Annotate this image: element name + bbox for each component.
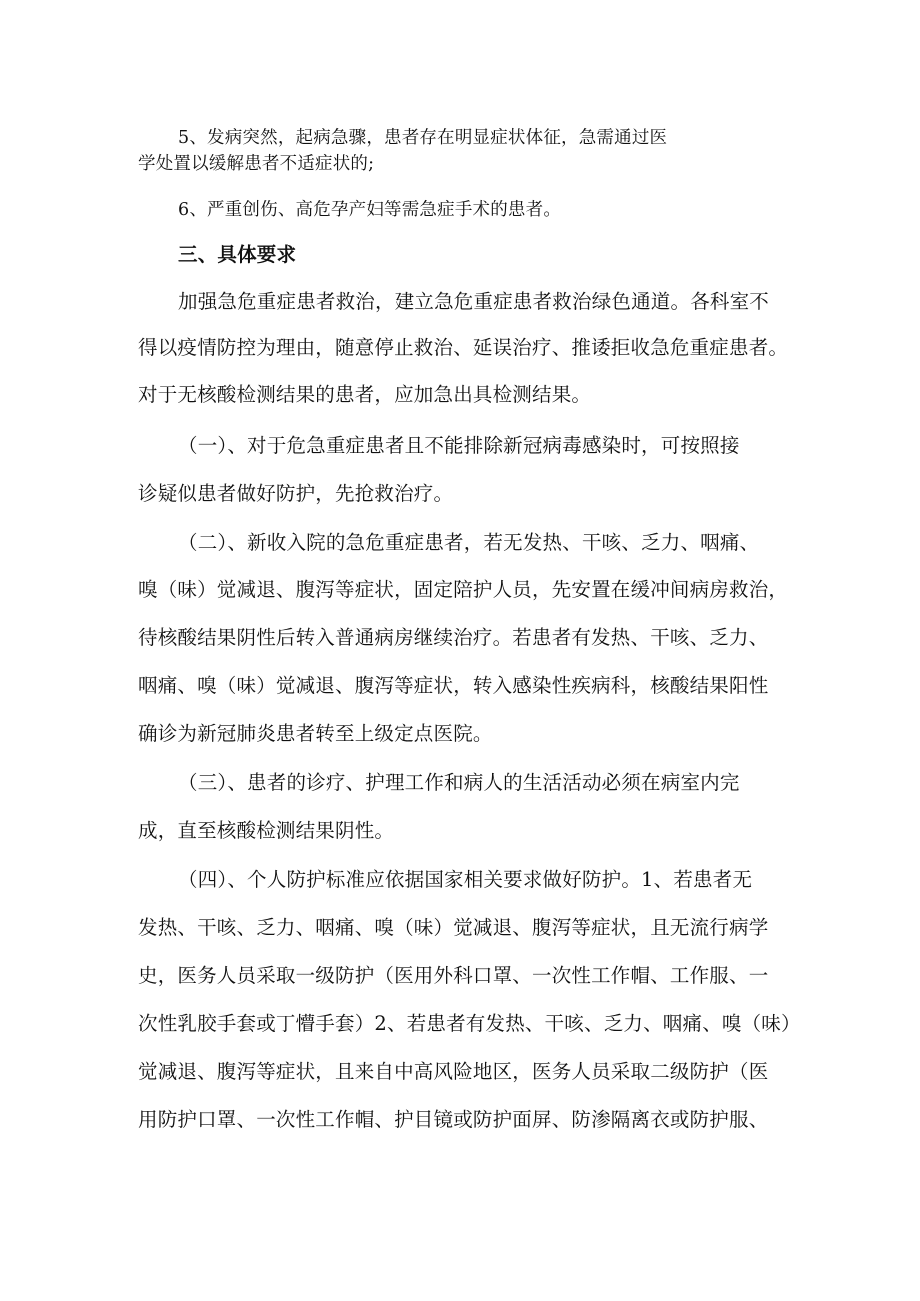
intro-line1: 加强急危重症患者救治，建立急危重症患者救治绿色通道。各科室不 bbox=[178, 290, 770, 313]
point2-line4: 咽痛、嗅（味）觉减退、腹泻等症状，转入感染性疾病科，核酸结果阳性 bbox=[138, 674, 769, 697]
point1-line2: 诊疑似患者做好防护，先抢救治疗。 bbox=[138, 482, 454, 505]
point4-line6: 用防护口罩、一次性工作帽、护目镜或防护面屏、防渗隔离衣或防护服、 bbox=[138, 1108, 769, 1131]
point3-line2: 成，直至核酸检测结果阴性。 bbox=[138, 819, 395, 842]
point4-line5: 觉减退、腹泻等症状，且来自中高风险地区，医务人员采取二级防护（医 bbox=[138, 1060, 769, 1083]
point4-line2: 发热、干咳、乏力、咽痛、嗅（味）觉减退、腹泻等症状，且无流行病学 bbox=[138, 916, 769, 939]
intro-line2: 得以疫情防控为理由，随意停止救治、延误治疗、推诿拒收急危重症患者。 bbox=[138, 336, 789, 359]
point2-line1: （二）、新收入院的急危重症患者，若无发热、干咳、乏力、咽痛、 bbox=[178, 531, 760, 554]
intro-line3: 对于无核酸检测结果的患者，应加急出具检测结果。 bbox=[138, 383, 592, 406]
point4-line3: 史，医务人员采取一级防护（医用外科口罩、一次性工作帽、工作服、一 bbox=[138, 964, 769, 987]
point2-line3: 待核酸结果阴性后转入普通病房继续治疗。若患者有发热、干咳、乏力、 bbox=[138, 626, 769, 649]
point3-line1: （三）、患者的诊疗、护理工作和病人的生活活动必须在病室内完 bbox=[178, 771, 740, 794]
point2-line5: 确诊为新冠肺炎患者转至上级定点医院。 bbox=[138, 722, 493, 745]
item5-line1: 5、发病突然，起病急骤，患者存在明显症状体征，急需通过医 bbox=[178, 128, 668, 148]
point4-line4: 次性乳胶手套或丁懵手套）2、若患者有发热、干咳、乏力、咽痛、嗅（味） bbox=[138, 1012, 801, 1035]
item5-line2: 学处置以缓解患者不适症状的; bbox=[138, 154, 375, 174]
item6: 6、严重创伤、高危孕产妇等需急症手术的患者。 bbox=[178, 200, 562, 220]
point1-line1: （一）、对于危急重症患者且不能排除新冠病毒感染时，可按照接 bbox=[178, 434, 740, 457]
point2-line2: 嗅（味）觉减退、腹泻等症状，固定陪护人员，先安置在缓冲间病房救治， bbox=[138, 578, 789, 601]
point4-line1: （四）、个人防护标准应依据国家相关要求做好防护。1、若患者无 bbox=[178, 868, 753, 891]
section-heading: 三、具体要求 bbox=[178, 243, 297, 266]
